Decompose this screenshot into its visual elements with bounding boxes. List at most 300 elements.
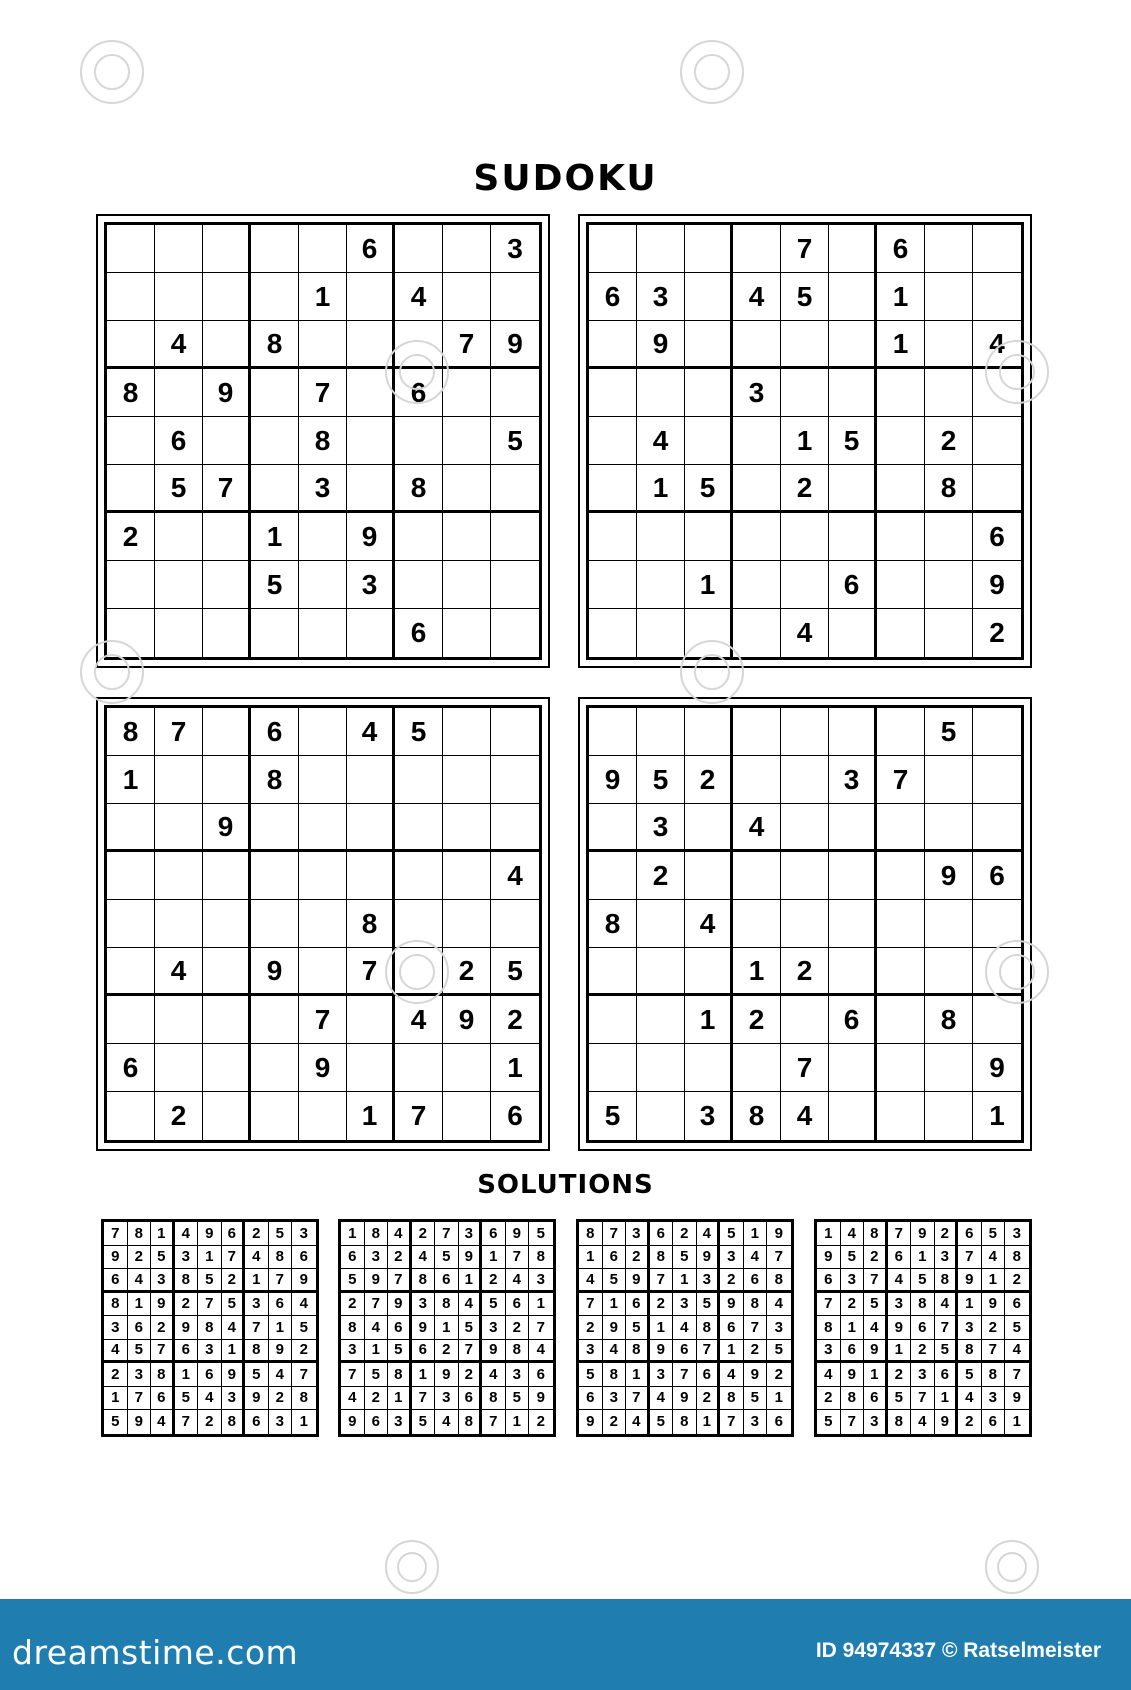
puzzle-1-cell-empty[interactable] — [107, 561, 155, 609]
solution-3-cell-given: 2 — [673, 1222, 697, 1246]
puzzle-3-cell-given: 4 — [347, 708, 395, 756]
puzzle-4-cell-given: 7 — [781, 1044, 829, 1092]
puzzle-1-cell-empty[interactable] — [155, 273, 203, 321]
puzzle-2-cell-empty[interactable] — [973, 273, 1021, 321]
solution-4-cell-given: 2 — [982, 1316, 1006, 1340]
puzzle-4-cell-empty[interactable] — [925, 900, 973, 948]
puzzle-3-cell-empty[interactable] — [443, 708, 491, 756]
puzzle-4-cell-empty[interactable] — [925, 948, 973, 996]
puzzle-1-cell-empty[interactable] — [491, 465, 539, 513]
solution-3-cell-given: 2 — [697, 1387, 721, 1411]
puzzle-1-cell-empty[interactable] — [443, 225, 491, 273]
puzzle-3-cell-empty[interactable] — [203, 852, 251, 900]
puzzle-4-cell-empty[interactable] — [829, 1044, 877, 1092]
solution-1-cell-given: 8 — [128, 1222, 152, 1246]
solution-3-cell-given: 6 — [744, 1269, 768, 1293]
puzzle-1-cell-empty[interactable] — [299, 561, 347, 609]
puzzle-2-cell-empty[interactable] — [781, 321, 829, 369]
puzzle-1-cell-empty[interactable] — [203, 417, 251, 465]
puzzle-3-cell-empty[interactable] — [203, 948, 251, 996]
puzzle-4-cell-empty[interactable] — [685, 1044, 733, 1092]
puzzle-2-cell-empty[interactable] — [637, 513, 685, 561]
puzzle-1-cell-empty[interactable] — [251, 417, 299, 465]
puzzle-2-cell-empty[interactable] — [877, 369, 925, 417]
puzzle-3-cell-empty[interactable] — [347, 996, 395, 1044]
puzzle-2-cell-empty[interactable] — [685, 417, 733, 465]
puzzle-2-cell-empty[interactable] — [973, 417, 1021, 465]
puzzle-2-cell-empty[interactable] — [925, 513, 973, 561]
puzzle-2-cell-empty[interactable] — [877, 513, 925, 561]
puzzle-3-cell-empty[interactable] — [155, 756, 203, 804]
puzzle-3-cell-empty[interactable] — [347, 1044, 395, 1092]
solution-2-cell-given: 4 — [412, 1246, 436, 1270]
puzzle-3-cell-empty[interactable] — [443, 804, 491, 852]
puzzle-1-cell-empty[interactable] — [155, 561, 203, 609]
solution-4-cell-given: 4 — [817, 1363, 841, 1387]
solution-3-cell-given: 2 — [767, 1363, 791, 1387]
solution-3-cell-given: 5 — [650, 1410, 674, 1434]
solution-1-cell-given: 4 — [151, 1410, 175, 1434]
puzzle-4-cell-empty[interactable] — [877, 900, 925, 948]
puzzle-4-cell-empty[interactable] — [829, 900, 877, 948]
puzzle-4-cell-empty[interactable] — [637, 996, 685, 1044]
puzzle-2-cell-empty[interactable] — [589, 561, 637, 609]
solution-1-cell-given: 1 — [198, 1246, 222, 1270]
puzzle-2-cell-empty[interactable] — [589, 609, 637, 657]
puzzle-3-cell-empty[interactable] — [107, 852, 155, 900]
puzzle-1-cell-given: 3 — [491, 225, 539, 273]
puzzle-1-cell-empty[interactable] — [491, 561, 539, 609]
solution-2-cell-given: 9 — [435, 1363, 459, 1387]
puzzle-2-cell-empty[interactable] — [925, 321, 973, 369]
puzzle-1-cell-empty[interactable] — [203, 561, 251, 609]
solution-1-cell-given: 8 — [151, 1363, 175, 1387]
puzzle-1-cell-given: 8 — [395, 465, 443, 513]
puzzle-4-cell-empty[interactable] — [877, 708, 925, 756]
puzzle-4-cell-given: 9 — [973, 1044, 1021, 1092]
solution-1-cell-given: 8 — [104, 1293, 128, 1317]
puzzle-1-cell-empty[interactable] — [107, 321, 155, 369]
puzzle-1-cell-empty[interactable] — [203, 609, 251, 657]
puzzle-2-cell-empty[interactable] — [877, 465, 925, 513]
puzzle-2-cell-empty[interactable] — [973, 465, 1021, 513]
puzzle-4-cell-empty[interactable] — [973, 708, 1021, 756]
puzzle-1-cell-empty[interactable] — [491, 369, 539, 417]
solution-1-cell-given: 8 — [292, 1387, 316, 1411]
puzzle-3-cell-empty[interactable] — [251, 1044, 299, 1092]
puzzle-4-cell-empty[interactable] — [733, 852, 781, 900]
puzzle-4-cell-empty[interactable] — [829, 708, 877, 756]
puzzle-3-cell-empty[interactable] — [107, 1092, 155, 1140]
solution-1-cell-given: 6 — [198, 1363, 222, 1387]
solution-4-cell-given: 3 — [911, 1363, 935, 1387]
puzzle-3-cell-empty[interactable] — [203, 996, 251, 1044]
solution-4-cell-given: 4 — [1005, 1340, 1029, 1364]
solution-1-cell-given: 9 — [292, 1269, 316, 1293]
puzzle-3-cell-empty[interactable] — [443, 756, 491, 804]
solution-4-cell-given: 3 — [1005, 1222, 1029, 1246]
puzzle-3-cell-given: 8 — [347, 900, 395, 948]
puzzle-1-cell-empty[interactable] — [251, 225, 299, 273]
puzzle-1-cell-empty[interactable] — [203, 273, 251, 321]
puzzle-2-cell-empty[interactable] — [733, 321, 781, 369]
puzzle-1-cell-empty[interactable] — [155, 513, 203, 561]
solution-1-cell-given: 3 — [198, 1340, 222, 1364]
puzzle-4-cell-empty[interactable] — [829, 852, 877, 900]
watermark-logo-icon — [385, 940, 449, 1004]
solution-2-cell-given: 1 — [412, 1363, 436, 1387]
solution-2-cell-given: 4 — [388, 1222, 412, 1246]
puzzle-2-cell-empty[interactable] — [781, 513, 829, 561]
puzzle-3-cell-empty[interactable] — [299, 852, 347, 900]
puzzle-3-cell-empty[interactable] — [155, 1044, 203, 1092]
solution-3-cell-given: 8 — [744, 1293, 768, 1317]
puzzle-1-cell-empty[interactable] — [395, 225, 443, 273]
puzzle-1-cell-empty[interactable] — [395, 417, 443, 465]
puzzle-2-cell-empty[interactable] — [589, 321, 637, 369]
solutions-title: SOLUTIONS — [477, 1170, 654, 1200]
puzzle-4-cell-empty[interactable] — [733, 756, 781, 804]
puzzle-1-cell-empty[interactable] — [299, 609, 347, 657]
puzzle-4-cell-empty[interactable] — [877, 996, 925, 1044]
puzzle-4-cell-empty[interactable] — [589, 804, 637, 852]
puzzle-1-cell-empty[interactable] — [107, 417, 155, 465]
solution-3-cell-given: 5 — [673, 1246, 697, 1270]
solution-1-cell-given: 3 — [292, 1222, 316, 1246]
puzzle-1-cell-empty[interactable] — [155, 609, 203, 657]
puzzle-2-cell-empty[interactable] — [637, 561, 685, 609]
puzzle-2-cell-empty[interactable] — [733, 465, 781, 513]
puzzle-3-cell-empty[interactable] — [203, 900, 251, 948]
puzzle-2-cell-given: 4 — [973, 321, 1021, 369]
solution-4-cell-given: 5 — [1005, 1316, 1029, 1340]
solution-2-cell-given: 1 — [506, 1410, 530, 1434]
solution-3-grid — [576, 1219, 794, 1437]
solution-2-cell-given: 5 — [365, 1363, 389, 1387]
solution-4-cell-given: 8 — [841, 1387, 865, 1411]
solution-1-cell-given: 7 — [151, 1340, 175, 1364]
puzzle-4-cell-empty[interactable] — [589, 948, 637, 996]
puzzle-1-cell-empty[interactable] — [347, 465, 395, 513]
puzzle-4-cell-empty[interactable] — [973, 804, 1021, 852]
puzzle-1-cell-empty[interactable] — [107, 465, 155, 513]
puzzle-2-cell-empty[interactable] — [733, 561, 781, 609]
puzzle-1-cell-empty[interactable] — [443, 513, 491, 561]
solution-4-cell-given: 1 — [958, 1293, 982, 1317]
puzzle-3-cell-empty[interactable] — [491, 756, 539, 804]
puzzle-1-cell-given: 6 — [395, 369, 443, 417]
puzzle-4-cell-given: 1 — [989, 1100, 1005, 1131]
puzzle-3-cell-empty[interactable] — [491, 900, 539, 948]
puzzle-4-cell-empty[interactable] — [925, 756, 973, 804]
puzzle-3-cell-empty[interactable] — [395, 852, 443, 900]
puzzle-1-cell-empty[interactable] — [347, 609, 395, 657]
puzzle-3-cell-empty[interactable] — [155, 852, 203, 900]
puzzle-2-cell-empty[interactable] — [829, 609, 877, 657]
puzzle-3-cell-empty[interactable] — [299, 708, 347, 756]
puzzle-3-cell-empty[interactable] — [443, 852, 491, 900]
puzzle-2-cell-empty[interactable] — [829, 321, 877, 369]
puzzle-1-cell-empty[interactable] — [107, 225, 155, 273]
puzzle-2-cell-empty[interactable] — [829, 273, 877, 321]
puzzle-4-cell-empty[interactable] — [637, 1044, 685, 1092]
solution-1-cell-given: 3 — [151, 1269, 175, 1293]
solution-1-cell-given: 2 — [269, 1387, 293, 1411]
puzzle-1-cell-empty[interactable] — [395, 561, 443, 609]
puzzle-3-cell-empty[interactable] — [395, 1044, 443, 1092]
puzzle-4-cell-empty[interactable] — [637, 1092, 685, 1140]
solution-3-cell-given: 4 — [720, 1363, 744, 1387]
solution-2-cell-given: 8 — [482, 1387, 506, 1411]
puzzle-3-cell-empty[interactable] — [347, 804, 395, 852]
solution-1-cell-given: 5 — [269, 1222, 293, 1246]
solution-3-cell-given: 7 — [579, 1293, 603, 1317]
puzzle-2-cell-empty[interactable] — [733, 225, 781, 273]
puzzle-2-cell-empty[interactable] — [829, 369, 877, 417]
puzzle-4-cell-empty[interactable] — [877, 1092, 925, 1140]
puzzle-2-cell-empty[interactable] — [733, 417, 781, 465]
puzzle-4-cell-empty[interactable] — [781, 756, 829, 804]
puzzle-4-cell-empty[interactable] — [829, 1092, 877, 1140]
puzzle-3-cell-empty[interactable] — [251, 852, 299, 900]
puzzle-1-cell-empty[interactable] — [203, 225, 251, 273]
puzzle-2-cell-empty[interactable] — [733, 513, 781, 561]
puzzle-1-cell-empty[interactable] — [347, 273, 395, 321]
puzzle-4-cell-given: 5 — [589, 1092, 637, 1140]
puzzle-1-cell-empty[interactable] — [251, 369, 299, 417]
puzzle-3-cell-empty[interactable] — [107, 996, 155, 1044]
solution-1-cell-given: 6 — [245, 1410, 269, 1434]
puzzle-3-cell-given: 2 — [491, 996, 539, 1044]
puzzle-4-cell-empty[interactable] — [925, 1044, 973, 1092]
puzzle-3-cell-empty[interactable] — [107, 804, 155, 852]
puzzle-4-cell-empty[interactable] — [685, 948, 733, 996]
puzzle-3-cell-empty[interactable] — [251, 900, 299, 948]
puzzle-4-cell-empty[interactable] — [685, 804, 733, 852]
puzzle-1-cell-empty[interactable] — [299, 321, 347, 369]
solution-4-cell-given: 7 — [935, 1316, 959, 1340]
solution-3-cell-given: 3 — [697, 1269, 721, 1293]
puzzle-4-cell-empty[interactable] — [733, 708, 781, 756]
puzzle-1-cell-empty[interactable] — [251, 465, 299, 513]
puzzle-2-cell-empty[interactable] — [589, 369, 637, 417]
puzzle-2-cell-empty[interactable] — [685, 225, 733, 273]
solution-1-cell-given: 9 — [198, 1222, 222, 1246]
puzzle-2-cell-given: 3 — [733, 369, 781, 417]
puzzle-4-cell-empty[interactable] — [877, 852, 925, 900]
puzzle-1-cell-given: 5 — [155, 465, 203, 513]
puzzle-2-cell-empty[interactable] — [781, 561, 829, 609]
puzzle-2-cell-empty[interactable] — [637, 225, 685, 273]
puzzle-1-cell-empty[interactable] — [107, 273, 155, 321]
puzzle-3-cell-empty[interactable] — [107, 948, 155, 996]
puzzle-2-cell-empty[interactable] — [829, 513, 877, 561]
solution-3-cell-given: 1 — [650, 1316, 674, 1340]
solution-1-cell-given: 9 — [151, 1293, 175, 1317]
puzzle-2-cell-empty[interactable] — [733, 609, 781, 657]
puzzle-3-cell-empty[interactable] — [491, 804, 539, 852]
puzzle-3-cell-empty[interactable] — [251, 996, 299, 1044]
puzzle-1-cell-empty[interactable] — [251, 273, 299, 321]
puzzle-1-cell-empty[interactable] — [491, 609, 539, 657]
puzzle-3-cell-empty[interactable] — [203, 756, 251, 804]
puzzle-2-cell-empty[interactable] — [925, 273, 973, 321]
puzzle-3-cell-empty[interactable] — [491, 708, 539, 756]
puzzle-4-cell-given: 2 — [685, 756, 733, 804]
puzzle-3-cell-empty[interactable] — [155, 996, 203, 1044]
puzzle-4-cell-empty[interactable] — [781, 804, 829, 852]
solution-3-cell-given: 1 — [744, 1222, 768, 1246]
puzzle-1-cell-empty[interactable] — [443, 561, 491, 609]
puzzle-3-cell-empty[interactable] — [395, 804, 443, 852]
solution-1-cell-given: 9 — [128, 1410, 152, 1434]
puzzle-1-cell-empty[interactable] — [155, 369, 203, 417]
puzzle-4-cell-empty[interactable] — [589, 852, 637, 900]
puzzle-4-cell-empty[interactable] — [637, 708, 685, 756]
puzzle-2-cell-empty[interactable] — [637, 369, 685, 417]
puzzle-2-grid — [586, 222, 1024, 660]
puzzle-2-cell-empty[interactable] — [685, 273, 733, 321]
watermark-logo-icon — [985, 940, 1049, 1004]
puzzle-4-cell-empty[interactable] — [829, 804, 877, 852]
solution-4-cell-given: 9 — [958, 1269, 982, 1293]
solution-3-cell-given: 1 — [767, 1387, 791, 1411]
puzzle-4-cell-empty[interactable] — [829, 948, 877, 996]
puzzle-3-cell-empty[interactable] — [299, 1092, 347, 1140]
puzzle-4-cell-empty[interactable] — [877, 804, 925, 852]
puzzle-4-cell-empty[interactable] — [589, 708, 637, 756]
puzzle-1-cell-empty[interactable] — [443, 465, 491, 513]
puzzle-2-cell-empty[interactable] — [685, 369, 733, 417]
puzzle-4-cell-empty[interactable] — [637, 948, 685, 996]
solution-3-cell-given: 4 — [697, 1222, 721, 1246]
puzzle-4-cell-empty[interactable] — [733, 900, 781, 948]
puzzle-2-cell-empty[interactable] — [637, 609, 685, 657]
brand-logo[interactable]: dreamstime.com — [12, 1633, 299, 1672]
puzzle-4-cell-given: 1 — [733, 948, 781, 996]
solution-4-cell-given: 3 — [817, 1340, 841, 1364]
puzzle-2-cell-empty[interactable] — [589, 513, 637, 561]
puzzle-4-cell-empty[interactable] — [781, 996, 829, 1044]
puzzle-3-cell-empty[interactable] — [299, 756, 347, 804]
puzzle-4-cell-empty[interactable] — [733, 1044, 781, 1092]
puzzle-4-cell-empty[interactable] — [589, 996, 637, 1044]
puzzle-2-cell-empty[interactable] — [589, 417, 637, 465]
puzzle-4-cell-empty[interactable] — [877, 948, 925, 996]
solution-4-cell-given: 9 — [888, 1316, 912, 1340]
puzzle-3-cell-given: 4 — [395, 996, 443, 1044]
puzzle-2-cell-empty[interactable] — [925, 225, 973, 273]
puzzle-4-cell-empty[interactable] — [925, 1092, 973, 1140]
puzzle-3-cell-empty[interactable] — [299, 804, 347, 852]
puzzle-3-cell-empty[interactable] — [155, 900, 203, 948]
puzzle-2-cell-given: 4 — [733, 273, 781, 321]
puzzle-1-cell-empty[interactable] — [491, 273, 539, 321]
puzzle-2-cell-empty[interactable] — [877, 561, 925, 609]
puzzle-4-cell-empty[interactable] — [637, 900, 685, 948]
solution-3-cell-given: 8 — [673, 1410, 697, 1434]
puzzle-2-cell-empty[interactable] — [877, 417, 925, 465]
puzzle-4-cell-empty[interactable] — [685, 852, 733, 900]
solution-4-cell-given: 6 — [841, 1340, 865, 1364]
puzzle-3-cell-empty[interactable] — [443, 1044, 491, 1092]
puzzle-3-cell-empty[interactable] — [347, 756, 395, 804]
solution-3-cell-given: 1 — [579, 1246, 603, 1270]
puzzle-2-cell-empty[interactable] — [877, 609, 925, 657]
puzzle-2-cell-empty[interactable] — [829, 465, 877, 513]
puzzle-1-cell-empty[interactable] — [155, 225, 203, 273]
puzzle-2-cell-empty[interactable] — [925, 561, 973, 609]
puzzle-4-cell-empty[interactable] — [925, 804, 973, 852]
puzzle-4-cell-empty[interactable] — [781, 708, 829, 756]
watermark-logo-icon — [680, 40, 744, 104]
puzzle-4-cell-empty[interactable] — [877, 1044, 925, 1092]
puzzle-4-cell-empty[interactable] — [973, 756, 1021, 804]
puzzle-1-cell-empty[interactable] — [491, 513, 539, 561]
solution-4-cell-given: 7 — [982, 1340, 1006, 1364]
solution-4-cell-given: 3 — [888, 1293, 912, 1317]
puzzle-2-cell-empty[interactable] — [781, 369, 829, 417]
puzzle-1-cell-empty[interactable] — [299, 513, 347, 561]
solution-4-cell-given: 6 — [817, 1269, 841, 1293]
puzzle-2-cell-empty[interactable] — [685, 321, 733, 369]
puzzle-4-cell-empty[interactable] — [685, 708, 733, 756]
puzzle-1-cell-empty[interactable] — [395, 513, 443, 561]
puzzle-2-cell-empty[interactable] — [925, 369, 973, 417]
puzzle-3-cell-empty[interactable] — [203, 1092, 251, 1140]
puzzle-1-cell-empty[interactable] — [443, 417, 491, 465]
puzzle-4-cell-empty[interactable] — [589, 1044, 637, 1092]
puzzle-3-cell-empty[interactable] — [155, 804, 203, 852]
puzzle-2-cell-empty[interactable] — [685, 513, 733, 561]
puzzle-3-cell-empty[interactable] — [395, 756, 443, 804]
puzzle-3-cell-empty[interactable] — [203, 1044, 251, 1092]
puzzle-3-cell-empty[interactable] — [443, 1092, 491, 1140]
puzzle-3-cell-empty[interactable] — [347, 852, 395, 900]
solution-4-cell-given: 1 — [888, 1340, 912, 1364]
puzzle-1-cell-empty[interactable] — [203, 513, 251, 561]
puzzle-3-cell-empty[interactable] — [251, 1092, 299, 1140]
puzzle-3-cell-empty[interactable] — [299, 900, 347, 948]
puzzle-1-cell-empty[interactable] — [443, 369, 491, 417]
puzzle-1-cell-empty[interactable] — [299, 225, 347, 273]
puzzle-3-cell-empty[interactable] — [299, 948, 347, 996]
puzzle-1-cell-empty[interactable] — [443, 273, 491, 321]
puzzle-1-cell-given: 9 — [491, 321, 539, 369]
puzzle-2-cell-empty[interactable] — [925, 609, 973, 657]
puzzle-1-cell-empty[interactable] — [443, 609, 491, 657]
solution-3-cell-given: 8 — [626, 1340, 650, 1364]
solution-3-cell-given: 8 — [579, 1222, 603, 1246]
solution-3-cell-given: 1 — [626, 1363, 650, 1387]
puzzle-3-cell-empty[interactable] — [107, 900, 155, 948]
puzzle-4-cell-empty[interactable] — [781, 852, 829, 900]
puzzle-1-cell-empty[interactable] — [347, 417, 395, 465]
puzzle-1-cell-empty[interactable] — [203, 321, 251, 369]
puzzle-2-cell-empty[interactable] — [973, 225, 1021, 273]
puzzle-3-cell-empty[interactable] — [203, 708, 251, 756]
puzzle-2-cell-empty[interactable] — [829, 225, 877, 273]
solution-2-cell-given: 1 — [482, 1246, 506, 1270]
puzzle-1-cell-empty[interactable] — [251, 609, 299, 657]
puzzle-2-cell-empty[interactable] — [589, 465, 637, 513]
puzzle-3-cell-empty[interactable] — [443, 900, 491, 948]
puzzle-3-cell-empty[interactable] — [251, 804, 299, 852]
puzzle-2-cell-empty[interactable] — [589, 225, 637, 273]
solution-2-cell-given: 8 — [412, 1269, 436, 1293]
puzzle-4-cell-empty[interactable] — [781, 900, 829, 948]
solution-4-cell-given: 8 — [817, 1316, 841, 1340]
